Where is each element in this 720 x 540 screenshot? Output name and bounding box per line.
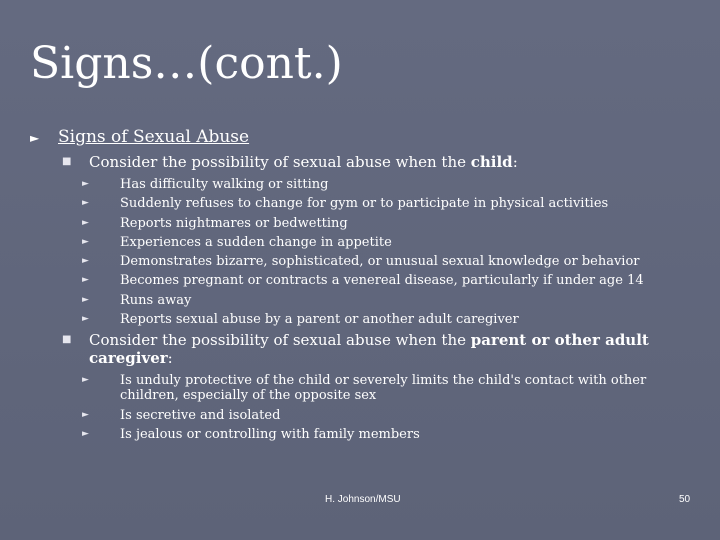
- list-item: ► Demonstrates bizarre, sophisticated, or unusual sexual knowledge or behavior: [82, 254, 640, 270]
- triangle-bullet-icon: ►: [82, 256, 89, 267]
- square-bullet-icon: ■: [62, 334, 72, 346]
- square-bullet-icon: ■: [62, 156, 72, 167]
- slide-body: [30, 126, 700, 446]
- triangle-bullet-icon: ►: [82, 198, 89, 209]
- section-heading: Signs of Sexual Abuse: [58, 127, 250, 147]
- list-item: ► Is jealous or controlling with family members: [82, 426, 420, 442]
- sub-bullet-caregiver: [62, 331, 700, 367]
- list-item: ► Runs away: [82, 292, 192, 308]
- child-signs-list: [30, 177, 700, 327]
- list-item: ► Is unduly protective of the child or severely limits the child's contact with other children, especially of the opposite sex: [82, 373, 647, 404]
- triangle-bullet-icon: ►: [82, 236, 89, 247]
- main-bullet: [30, 126, 700, 149]
- page-number: 50: [679, 494, 691, 505]
- emphasis-child: child: [470, 153, 513, 171]
- slide-title: Signs…(cont.): [30, 38, 343, 89]
- list-item: ► Suddenly refuses to change for gym or to participate in physical activities: [82, 196, 609, 212]
- triangle-bullet-icon: ►: [30, 131, 40, 145]
- triangle-bullet-icon: ►: [82, 179, 89, 189]
- caregiver-signs-list: [30, 373, 700, 442]
- emphasis-caregiver: parent or other adult caregiver: [89, 331, 649, 368]
- triangle-bullet-icon: ►: [82, 275, 89, 286]
- triangle-bullet-icon: ►: [82, 217, 89, 228]
- list-item: ► Reports nightmares or bedwetting: [82, 215, 348, 231]
- sub-bullet-text: Consider the possibility of sexual abuse when the child:: [89, 153, 518, 171]
- triangle-bullet-icon: ►: [82, 375, 89, 386]
- sub-bullet-text: Consider the possibility of sexual abuse when the parent or other adult caregiver:: [89, 331, 649, 368]
- triangle-bullet-icon: ►: [82, 314, 89, 325]
- footer-author: H. Johnson/MSU: [325, 494, 401, 505]
- list-item: ► Is secretive and isolated: [82, 407, 281, 423]
- triangle-bullet-icon: ►: [82, 428, 89, 439]
- sub-bullet-child: [62, 153, 700, 171]
- list-item: ► Becomes pregnant or contracts a venereal disease, particularly if under age 14: [82, 273, 644, 289]
- triangle-bullet-icon: ►: [82, 294, 89, 305]
- triangle-bullet-icon: ►: [82, 409, 89, 420]
- list-item: ► Experiences a sudden change in appetite: [82, 234, 392, 250]
- list-item: ► Has difficulty walking or sitting: [82, 177, 329, 192]
- list-item: ► Reports sexual abuse by a parent or another adult caregiver: [82, 312, 519, 328]
